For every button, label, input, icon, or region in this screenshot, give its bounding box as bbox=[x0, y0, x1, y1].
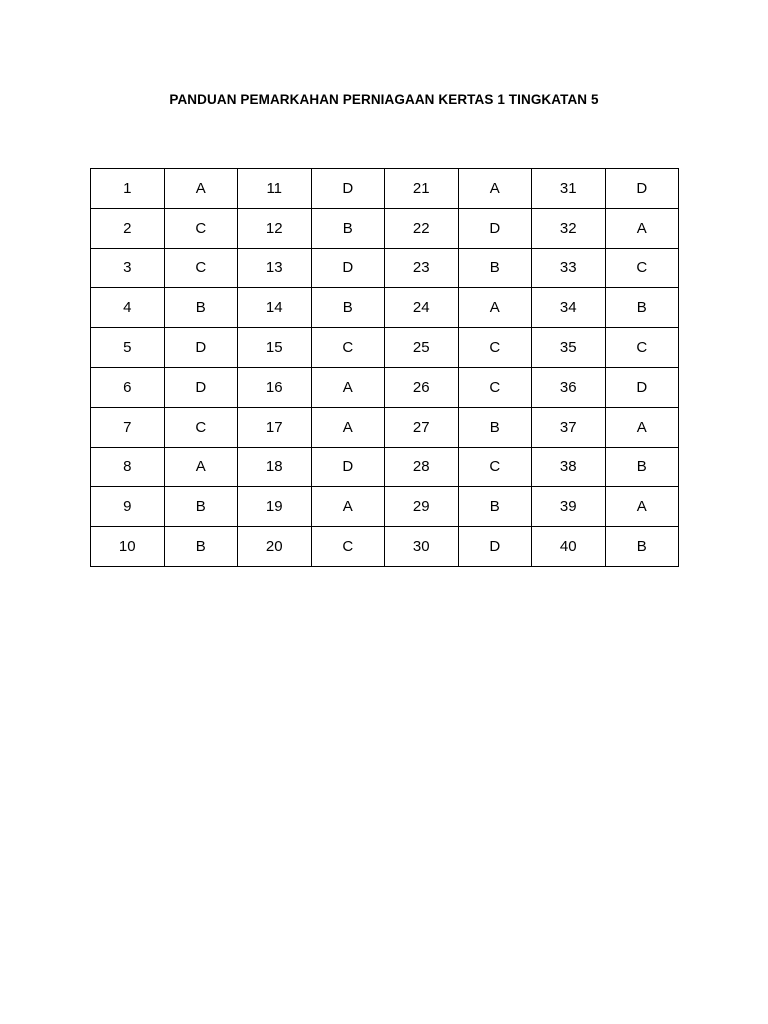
table-row bbox=[91, 407, 679, 447]
answer-letter: D bbox=[458, 527, 532, 567]
table-row bbox=[91, 169, 679, 209]
question-number: 20 bbox=[238, 527, 312, 567]
answer-letter: B bbox=[164, 527, 238, 567]
answer-letter: B bbox=[605, 527, 679, 567]
answer-letter: C bbox=[164, 407, 238, 447]
answer-letter: C bbox=[605, 248, 679, 288]
answer-letter: B bbox=[311, 288, 385, 328]
table-row bbox=[91, 527, 679, 567]
question-number: 8 bbox=[91, 447, 165, 487]
answer-letter: A bbox=[164, 169, 238, 209]
question-number: 39 bbox=[532, 487, 606, 527]
question-number: 13 bbox=[238, 248, 312, 288]
question-number: 32 bbox=[532, 208, 606, 248]
question-number: 23 bbox=[385, 248, 459, 288]
answer-letter: A bbox=[605, 208, 679, 248]
answer-letter: C bbox=[458, 328, 532, 368]
answer-letter: D bbox=[605, 169, 679, 209]
table-row bbox=[91, 248, 679, 288]
question-number: 5 bbox=[91, 328, 165, 368]
answer-letter: A bbox=[605, 407, 679, 447]
question-number: 21 bbox=[385, 169, 459, 209]
question-number: 38 bbox=[532, 447, 606, 487]
answer-letter: D bbox=[458, 208, 532, 248]
question-number: 15 bbox=[238, 328, 312, 368]
question-number: 18 bbox=[238, 447, 312, 487]
question-number: 31 bbox=[532, 169, 606, 209]
question-number: 30 bbox=[385, 527, 459, 567]
question-number: 26 bbox=[385, 367, 459, 407]
answer-letter: A bbox=[311, 407, 385, 447]
answer-letter: C bbox=[458, 367, 532, 407]
question-number: 9 bbox=[91, 487, 165, 527]
question-number: 7 bbox=[91, 407, 165, 447]
answer-letter: B bbox=[311, 208, 385, 248]
answer-letter: C bbox=[311, 527, 385, 567]
answer-letter: D bbox=[311, 248, 385, 288]
table-row bbox=[91, 447, 679, 487]
question-number: 37 bbox=[532, 407, 606, 447]
answer-letter: B bbox=[605, 288, 679, 328]
table-row bbox=[91, 208, 679, 248]
answer-letter: B bbox=[164, 487, 238, 527]
question-number: 17 bbox=[238, 407, 312, 447]
page-title: PANDUAN PEMARKAHAN PERNIAGAAN KERTAS 1 TINGKATAN 5 bbox=[169, 92, 599, 107]
answer-letter: D bbox=[311, 169, 385, 209]
question-number: 2 bbox=[91, 208, 165, 248]
question-number: 40 bbox=[532, 527, 606, 567]
question-number: 10 bbox=[91, 527, 165, 567]
question-number: 25 bbox=[385, 328, 459, 368]
answer-letter: C bbox=[311, 328, 385, 368]
question-number: 24 bbox=[385, 288, 459, 328]
question-number: 4 bbox=[91, 288, 165, 328]
question-number: 19 bbox=[238, 487, 312, 527]
table-row bbox=[91, 288, 679, 328]
answer-letter: A bbox=[311, 487, 385, 527]
answer-letter: C bbox=[164, 248, 238, 288]
answer-key-table bbox=[90, 168, 679, 567]
question-number: 29 bbox=[385, 487, 459, 527]
answer-letter: B bbox=[458, 407, 532, 447]
answer-letter: B bbox=[605, 447, 679, 487]
answer-letter: B bbox=[458, 248, 532, 288]
answer-letter: A bbox=[458, 288, 532, 328]
answer-letter: D bbox=[311, 447, 385, 487]
question-number: 28 bbox=[385, 447, 459, 487]
answer-letter: D bbox=[605, 367, 679, 407]
answer-letter: B bbox=[164, 288, 238, 328]
question-number: 16 bbox=[238, 367, 312, 407]
question-number: 22 bbox=[385, 208, 459, 248]
table-row bbox=[91, 367, 679, 407]
question-number: 1 bbox=[91, 169, 165, 209]
question-number: 11 bbox=[238, 169, 312, 209]
answer-letter: D bbox=[164, 328, 238, 368]
table-row bbox=[91, 487, 679, 527]
answer-letter: A bbox=[311, 367, 385, 407]
question-number: 12 bbox=[238, 208, 312, 248]
answer-letter: C bbox=[605, 328, 679, 368]
question-number: 33 bbox=[532, 248, 606, 288]
answer-letter: C bbox=[458, 447, 532, 487]
question-number: 3 bbox=[91, 248, 165, 288]
question-number: 35 bbox=[532, 328, 606, 368]
answer-letter: C bbox=[164, 208, 238, 248]
answer-letter: A bbox=[458, 169, 532, 209]
table-row bbox=[91, 328, 679, 368]
question-number: 34 bbox=[532, 288, 606, 328]
question-number: 14 bbox=[238, 288, 312, 328]
question-number: 27 bbox=[385, 407, 459, 447]
answer-letter: D bbox=[164, 367, 238, 407]
answer-letter: A bbox=[605, 487, 679, 527]
question-number: 6 bbox=[91, 367, 165, 407]
question-number: 36 bbox=[532, 367, 606, 407]
answer-letter: A bbox=[164, 447, 238, 487]
answer-letter: B bbox=[458, 487, 532, 527]
